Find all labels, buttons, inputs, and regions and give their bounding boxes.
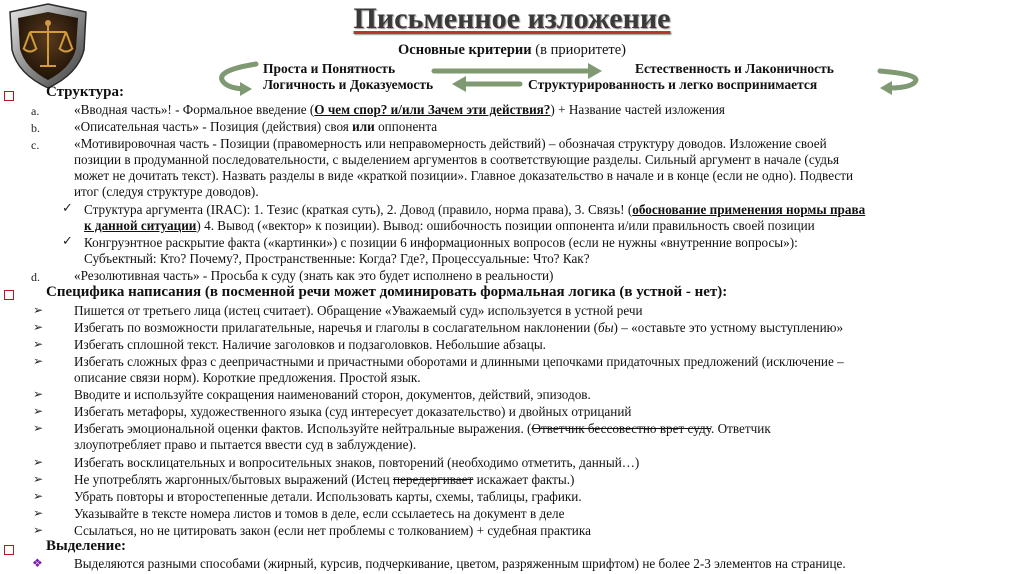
selection-heading: Выделение: [46,538,126,554]
arrow-bullet-icon: ➢ [33,354,44,368]
fact-line2: Субъектный: Кто? Почему?, Пространственные: Когда? Где?, Процессуальные: Что? Как? [84,251,590,266]
square-bullet-icon [4,91,14,101]
criteria-subtitle [0,42,1024,59]
arrow-bullet-icon: ➢ [33,387,44,401]
irac-line2: к данной ситуации) 4. Вывод («вектор» к позиции). Вывод: ошибочность позиции оппонента и/или правильность своей позиции [84,218,815,233]
structure-item-b: «Описательная часть» - Позиция (действия) своя или оппонента [74,119,438,134]
specifics-item: Ссылаться, но не цитировать закон (если нет проблемы с толкованием) + судебная практика [74,523,591,538]
specifics-item: Убрать повторы и второстепенные детали. Использовать карты, схемы, таблицы, графики. [74,489,582,504]
criterion-naturalness: Естественность и Лаконичность [635,61,834,76]
arrow-bullet-icon: ➢ [33,489,44,503]
irac-line1: Структура аргумента (IRAC): 1. Тезис (краткая суть), 2. Довод (правило, норма права), 3. Связь! (обоснование применения нормы права [84,202,866,217]
arrow-bullet-icon: ➢ [33,320,44,334]
checkmark-icon: ✓ [62,233,73,248]
structure-heading: Структура: [46,84,124,100]
structure-item-c-line4: итог (следуя структуре доводов). [74,184,259,199]
arrow-bullet-icon: ➢ [33,455,44,469]
specifics-item: Избегать по возможности прилагательные, наречья и глаголы в сослагательном наклонении (бы) – «оставьте это устному выступлению» [74,320,844,335]
structure-item-c-line2: позиции в продуманной последовательности, с выделением аргументов в соответствующие разделы. Сильный аргумент в начале (судья [74,152,840,167]
specifics-item-continued: злоупотребляет право и пытается ввести суд в заблуждение). [74,437,417,452]
list-marker: a. [31,104,40,118]
checkmark-icon: ✓ [62,200,73,215]
specifics-item: Не употреблять жаргонных/бытовых выражений (Истец передергивает искажает факты.) [74,472,575,487]
fact-line1: Конгруэнтное раскрытие факта («картинки») с позиции 6 информационных вопросов (если не нужны «внутренние вопросы»): [84,235,798,250]
specifics-item: Избегать сплошной текст. Наличие заголовков и подзаголовков. Небольшие абзацы. [74,337,546,352]
square-bullet-icon [4,290,14,300]
specifics-item: Избегать восклицательных и вопросительных знаков, повторений (необходимо отметить, данный…) [74,455,640,470]
list-marker: b. [31,121,40,135]
arrow-bullet-icon: ➢ [33,303,44,317]
list-marker: c. [31,138,40,152]
specifics-item: Избегать метафоры, художественного языка (суд интересует доказательство) и двойных отрицаний [74,404,632,419]
criteria-arrows [200,58,940,98]
specifics-item: Избегать эмоциональной оценки фактов. Используйте нейтральные выражения. (Ответчик бессовестно врет суду. Ответчик [74,421,771,436]
criterion-simplicity: Проста и Понятность [263,61,396,76]
structure-item-c-line1: «Мотивировочная часть - Позиции (правомерность или неправомерность действий) – обозначая структуру доводов. Изложение своей [74,136,827,151]
structure-item-c-line3: может не дочитать текст). Назвать разделы в виде «краткой позиции». Главное доказательство в начале и в конце (если не одно). Подвести [74,168,854,183]
specifics-item: Пишется от третьего лица (истец считает). Обращение «Уважаемый суд» используется в устной речи [74,303,643,318]
arrow-bullet-icon: ➢ [33,404,44,418]
arrow-bullet-icon: ➢ [33,472,44,486]
list-marker: d. [31,270,40,284]
arrow-bullet-icon: ➢ [33,506,44,520]
specifics-item: Указывайте в тексте номера листов и томов в деле, если ссылаетесь на документ в деле [74,506,565,521]
specifics-item: Избегать сложных фраз с деепричастными и причастными оборотами и длинными цепочками придаточных предложений (исключение – [74,354,844,369]
square-bullet-icon [4,545,14,555]
structure-item-d: «Резолютивная часть» - Просьба к суду (знать как это будет исполнено в реальности) [74,268,554,283]
specifics-item: Вводите и используйте сокращения наименований сторон, документов, действий, эпизодов. [74,387,591,402]
structure-item-a: «Вводная часть»! - Формальное введение (О чем спор? и/или Зачем эти действия?) + Название частей изложения [74,102,725,117]
specifics-heading: Специфика написания (в посменной речи может доминировать формальная логика (в устной - нет): [46,284,728,300]
arrow-bullet-icon: ➢ [33,337,44,351]
criterion-logic: Логичность и Доказуемость [263,77,434,92]
page-title: Письменное изложение [353,2,671,35]
diamond-bullet-icon: ❖ [32,556,43,570]
left-curved-arrow-icon [222,64,256,89]
selection-item: Выделяются разными способами (жирный, курсив, подчеркивание, цветом, разряженным шрифтом) не более 2-3 элементов на странице. [74,556,846,571]
criteria-subtitle-main: Основные критерии [398,42,532,58]
arrow-bullet-icon: ➢ [33,523,44,537]
criteria-subtitle-note: (в приоритете) [535,42,626,58]
criterion-structure: Структурированность и легко воспринимается [528,77,818,92]
specifics-item-continued: описание связи норм). Короткие предложения. Простой язык. [74,370,421,385]
arrow-bullet-icon: ➢ [33,421,44,435]
